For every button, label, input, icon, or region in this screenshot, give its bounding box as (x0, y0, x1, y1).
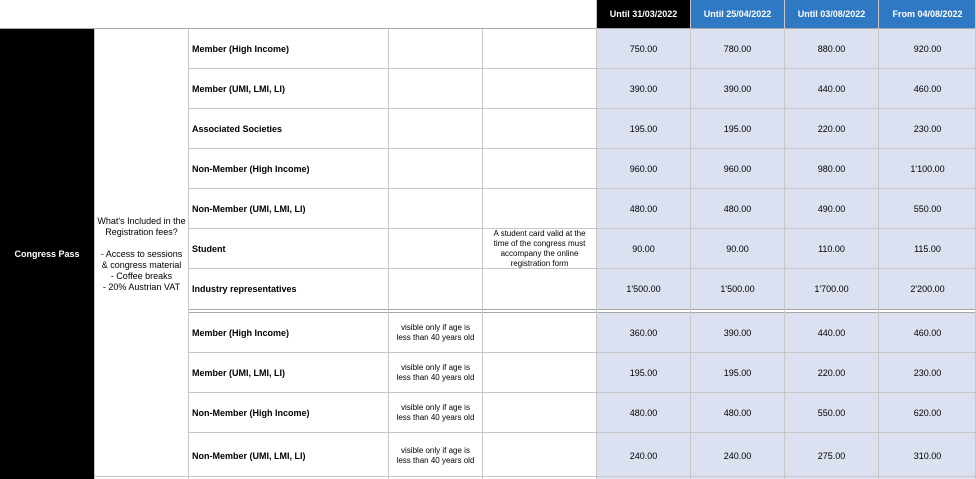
price-cell: 275.00 (785, 433, 878, 479)
remark-cell (483, 69, 596, 109)
age-note-cell (389, 109, 482, 149)
price-cell: 440.00 (785, 313, 878, 353)
price-cell: 240.00 (691, 433, 784, 479)
price-cell: 620.00 (879, 393, 976, 433)
price-cell: 750.00 (597, 29, 690, 69)
age-note-cell: visible only if age is less than 40 years old (396, 363, 475, 382)
grid-line (0, 28, 976, 29)
grid-line (189, 188, 976, 189)
price-cell: 230.00 (879, 109, 976, 149)
grid-line (189, 392, 976, 393)
grid-line (482, 29, 483, 479)
price-cell: 480.00 (691, 189, 784, 229)
grid-line (189, 228, 976, 229)
price-cell: 240.00 (597, 433, 690, 479)
category-cell: Non-Member (UMI, LMI, LI) (192, 450, 306, 461)
category-cell: Member (High Income) (192, 327, 290, 338)
price-cell: 220.00 (785, 109, 878, 149)
price-cell: 490.00 (785, 189, 878, 229)
age-note-cell (389, 189, 482, 229)
price-cell: 550.00 (785, 393, 878, 433)
remark-cell (483, 313, 596, 353)
price-cell: 115.00 (879, 229, 976, 269)
age-note-cell (389, 269, 482, 309)
grid-line (189, 309, 976, 310)
price-cell: 90.00 (691, 229, 784, 269)
remark-cell (483, 109, 596, 149)
price-cell: 440.00 (785, 69, 878, 109)
grid-line (388, 29, 389, 479)
age-note-cell (389, 229, 482, 269)
remark-cell (483, 29, 596, 69)
price-cell: 480.00 (597, 393, 690, 433)
price-cell: 195.00 (691, 109, 784, 149)
age-note-cell (389, 149, 482, 189)
price-cell: 360.00 (597, 313, 690, 353)
price-cell: 1'100.00 (879, 149, 976, 189)
price-cell: 1'700.00 (785, 269, 878, 309)
price-cell: 90.00 (597, 229, 690, 269)
price-cell: 110.00 (785, 229, 878, 269)
grid-line (189, 312, 976, 313)
grid-line (95, 476, 976, 477)
price-cell: 960.00 (691, 149, 784, 189)
remark-cell (483, 433, 596, 479)
age-note-cell: visible only if age is less than 40 years old (396, 323, 475, 342)
remark-cell (483, 149, 596, 189)
price-cell: 220.00 (785, 353, 878, 393)
header-from-04-08-2022: From 04/08/2022 (879, 0, 976, 28)
category-cell: Member (UMI, LMI, LI) (192, 83, 285, 94)
grid-line (878, 0, 879, 479)
grid-line (784, 0, 785, 479)
grid-line (188, 29, 189, 479)
price-cell: 480.00 (691, 393, 784, 433)
price-cell: 460.00 (879, 313, 976, 353)
age-note-cell (389, 29, 482, 69)
grid-line (189, 432, 976, 433)
grid-line (189, 148, 976, 149)
grid-line (189, 108, 976, 109)
remark-cell (483, 393, 596, 433)
price-cell: 195.00 (597, 353, 690, 393)
price-cell: 550.00 (879, 189, 976, 229)
category-cell: Student (192, 243, 226, 254)
remark-cell (483, 269, 596, 309)
price-cell: 880.00 (785, 29, 878, 69)
category-cell: Member (High Income) (192, 43, 290, 54)
price-cell: 390.00 (597, 69, 690, 109)
price-cell: 980.00 (785, 149, 878, 189)
price-cell: 1'500.00 (597, 269, 690, 309)
grid-line (189, 268, 976, 269)
grid-line (189, 68, 976, 69)
category-cell: Industry representatives (192, 283, 297, 294)
price-cell: 195.00 (691, 353, 784, 393)
age-note-cell: visible only if age is less than 40 years old (396, 446, 475, 465)
category-cell: Non-Member (High Income) (192, 163, 310, 174)
congress-pass-label: Congress Pass (0, 29, 94, 479)
grid-line (189, 352, 976, 353)
price-cell: 390.00 (691, 69, 784, 109)
price-cell: 2'200.00 (879, 269, 976, 309)
price-cell: 920.00 (879, 29, 976, 69)
price-cell: 780.00 (691, 29, 784, 69)
price-cell: 195.00 (597, 109, 690, 149)
header-until-31-03-2022: Until 31/03/2022 (597, 0, 690, 28)
price-cell: 310.00 (879, 433, 976, 479)
category-cell: Member (UMI, LMI, LI) (192, 367, 285, 378)
included-in-fees-text: What's Included in the Registration fees? - Access to sessions & congress material - Coffee breaks - 20% Austrian VAT (97, 215, 186, 292)
price-cell: 1'500.00 (691, 269, 784, 309)
category-cell: Non-Member (UMI, LMI, LI) (192, 203, 306, 214)
header-until-03-08-2022: Until 03/08/2022 (785, 0, 878, 28)
price-cell: 480.00 (597, 189, 690, 229)
price-cell: 230.00 (879, 353, 976, 393)
category-cell: Non-Member (High Income) (192, 407, 310, 418)
age-note-cell (389, 69, 482, 109)
price-cell: 460.00 (879, 69, 976, 109)
price-cell: 960.00 (597, 149, 690, 189)
grid-line (690, 0, 691, 479)
age-note-cell: visible only if age is less than 40 years old (396, 403, 475, 422)
grid-line (596, 0, 597, 479)
remark-cell: A student card valid at the time of the congress must accompany the online registration form (493, 229, 586, 268)
grid-line (94, 29, 95, 479)
header-until-25-04-2022: Until 25/04/2022 (691, 0, 784, 28)
remark-cell (483, 353, 596, 393)
remark-cell (483, 189, 596, 229)
price-cell: 390.00 (691, 313, 784, 353)
category-cell: Associated Societies (192, 123, 283, 134)
